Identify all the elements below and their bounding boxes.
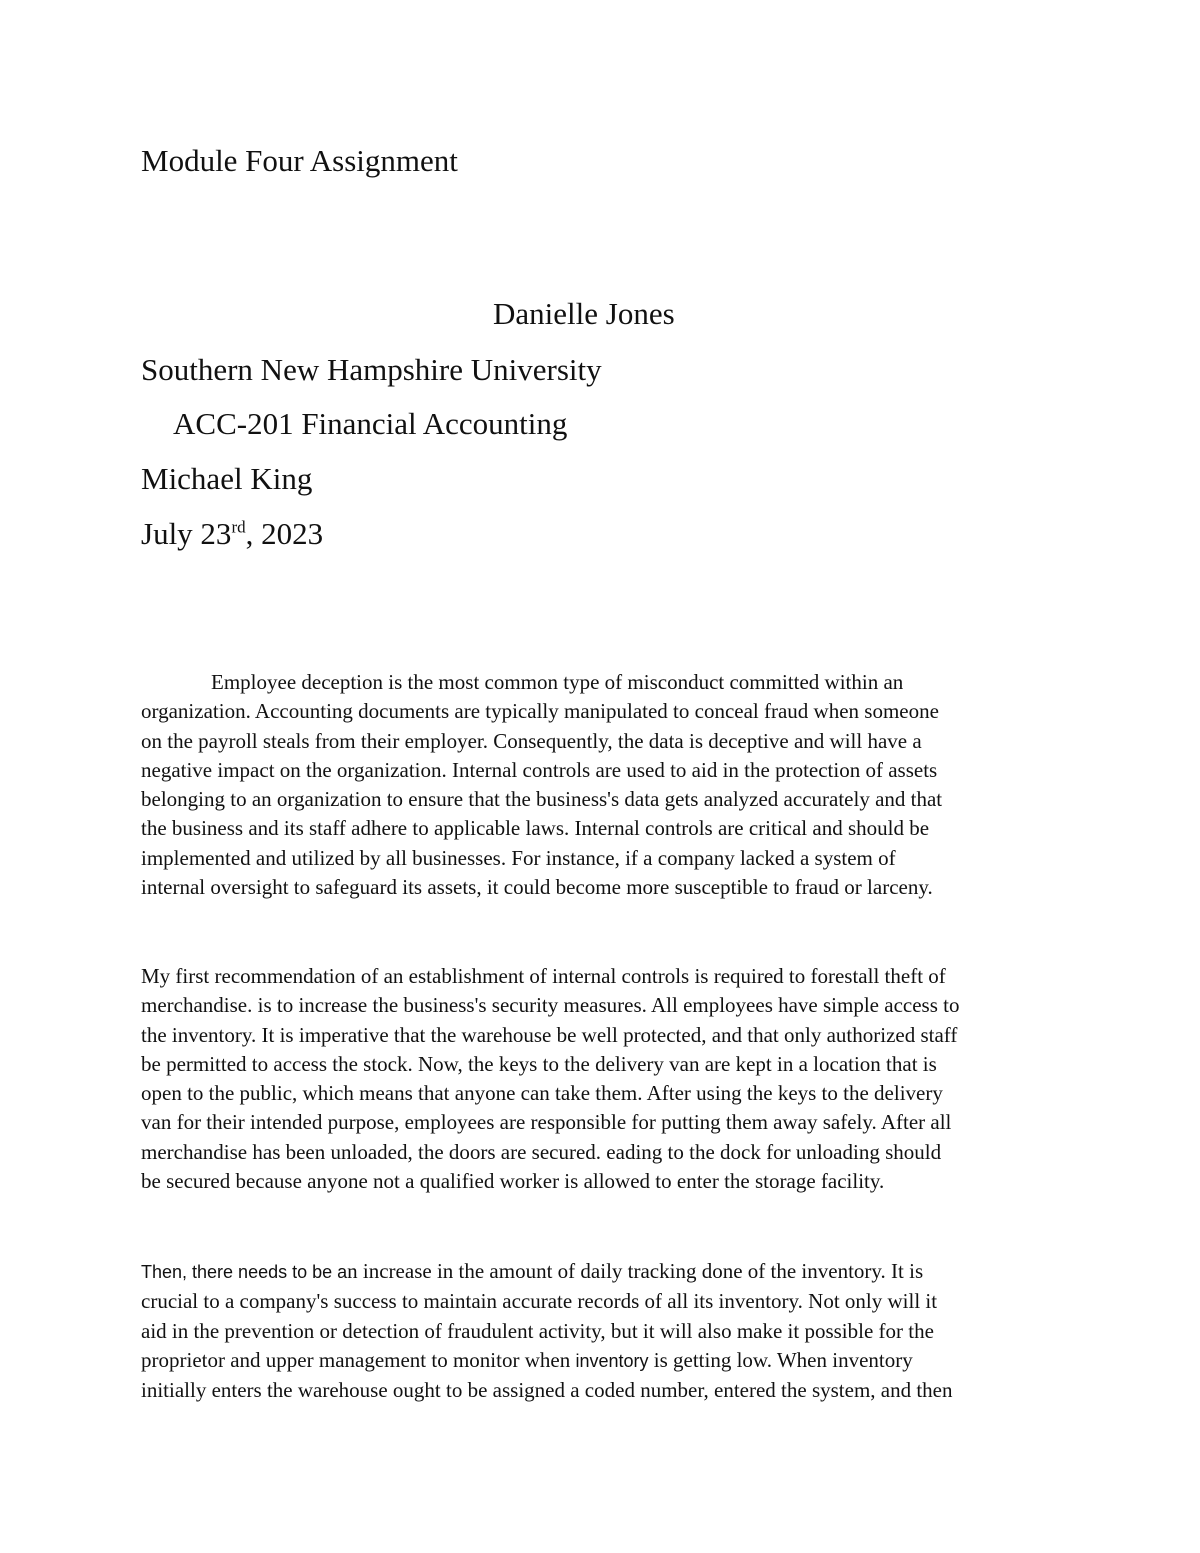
paragraph-fragment: is getting low. When inventory <box>648 1347 913 1372</box>
paragraph-line: organization. Accounting documents are typically manipulated to conceal fraud when someone <box>141 699 939 724</box>
paragraph-line: merchandise. is to increase the business's security measures. All employees have simple access to <box>141 993 960 1018</box>
paragraph-line: merchandise has been unloaded, the doors are secured. eading to the dock for unloading should <box>141 1139 942 1164</box>
date-month-day: July 23 <box>141 516 232 551</box>
paragraph-line: the business and its staff adhere to applicable laws. Internal controls are critical and should be <box>141 816 930 841</box>
paragraph-line: My first recommendation of an establishment of internal controls is required to forestall theft of <box>141 964 946 988</box>
course-name: ACC-201 Financial Accounting <box>173 406 568 441</box>
paragraph-line: implemented and utilized by all businesses. For instance, if a company lacked a system of <box>141 845 896 870</box>
paragraph-line: aid in the prevention or detection of fraudulent activity, but it will also make it possible for the <box>141 1318 934 1343</box>
paragraph-fragment: inventory <box>575 1350 649 1371</box>
date-ordinal: rd <box>231 517 246 537</box>
author-name: Danielle Jones <box>493 296 675 331</box>
paragraph-line: open to the public, which means that anyone can take them. After using the keys to the delivery <box>141 1081 943 1106</box>
paragraph-line: Employee deception is the most common type of misconduct committed within an <box>211 670 904 694</box>
document-title: Module Four Assignment <box>141 143 458 178</box>
paragraph-1 <box>141 668 1071 902</box>
paragraph-line: internal oversight to safeguard its assets, it could become more susceptible to fraud or larceny. <box>141 875 933 900</box>
paragraph-fragment: proprietor and upper management to monitor when <box>141 1347 576 1372</box>
paragraph-line: be permitted to access the stock. Now, the keys to the delivery van are kept in a location that is <box>141 1051 937 1076</box>
paragraph-line: be secured because anyone not a qualified worker is allowed to enter the storage facility. <box>141 1169 885 1194</box>
paragraph-line <box>141 1257 1071 1287</box>
instructor-name: Michael King <box>141 461 313 496</box>
paragraph-line: van for their intended purpose, employees are responsible for putting them away safely. After all <box>141 1110 952 1135</box>
paragraph-line: negative impact on the organization. Internal controls are used to aid in the protection of assets <box>141 757 938 782</box>
institution-name: Southern New Hampshire University <box>141 352 602 387</box>
date-year: , 2023 <box>245 516 324 551</box>
paragraph-2 <box>141 962 1071 1196</box>
paragraph-fragment: n increase in the amount of daily tracking done of the inventory. It is <box>347 1259 924 1283</box>
paragraph-line <box>141 1346 1071 1376</box>
submission-date <box>141 514 323 554</box>
paragraph-line: the inventory. It is imperative that the warehouse be well protected, and that only authorized staff <box>141 1022 958 1047</box>
paragraph-line: crucial to a company's success to maintain accurate records of all its inventory. Not only will it <box>141 1289 938 1314</box>
paragraph-line: initially enters the warehouse ought to be assigned a coded number, entered the system, and then <box>141 1378 953 1403</box>
paragraph-line: belonging to an organization to ensure that the business's data gets analyzed accurately and that <box>141 787 943 812</box>
paragraph-fragment: Then, there needs to be a <box>141 1262 348 1282</box>
paragraph-line: on the payroll steals from their employer. Consequently, the data is deceptive and will have a <box>141 728 922 753</box>
paragraph-3 <box>141 1257 1071 1405</box>
